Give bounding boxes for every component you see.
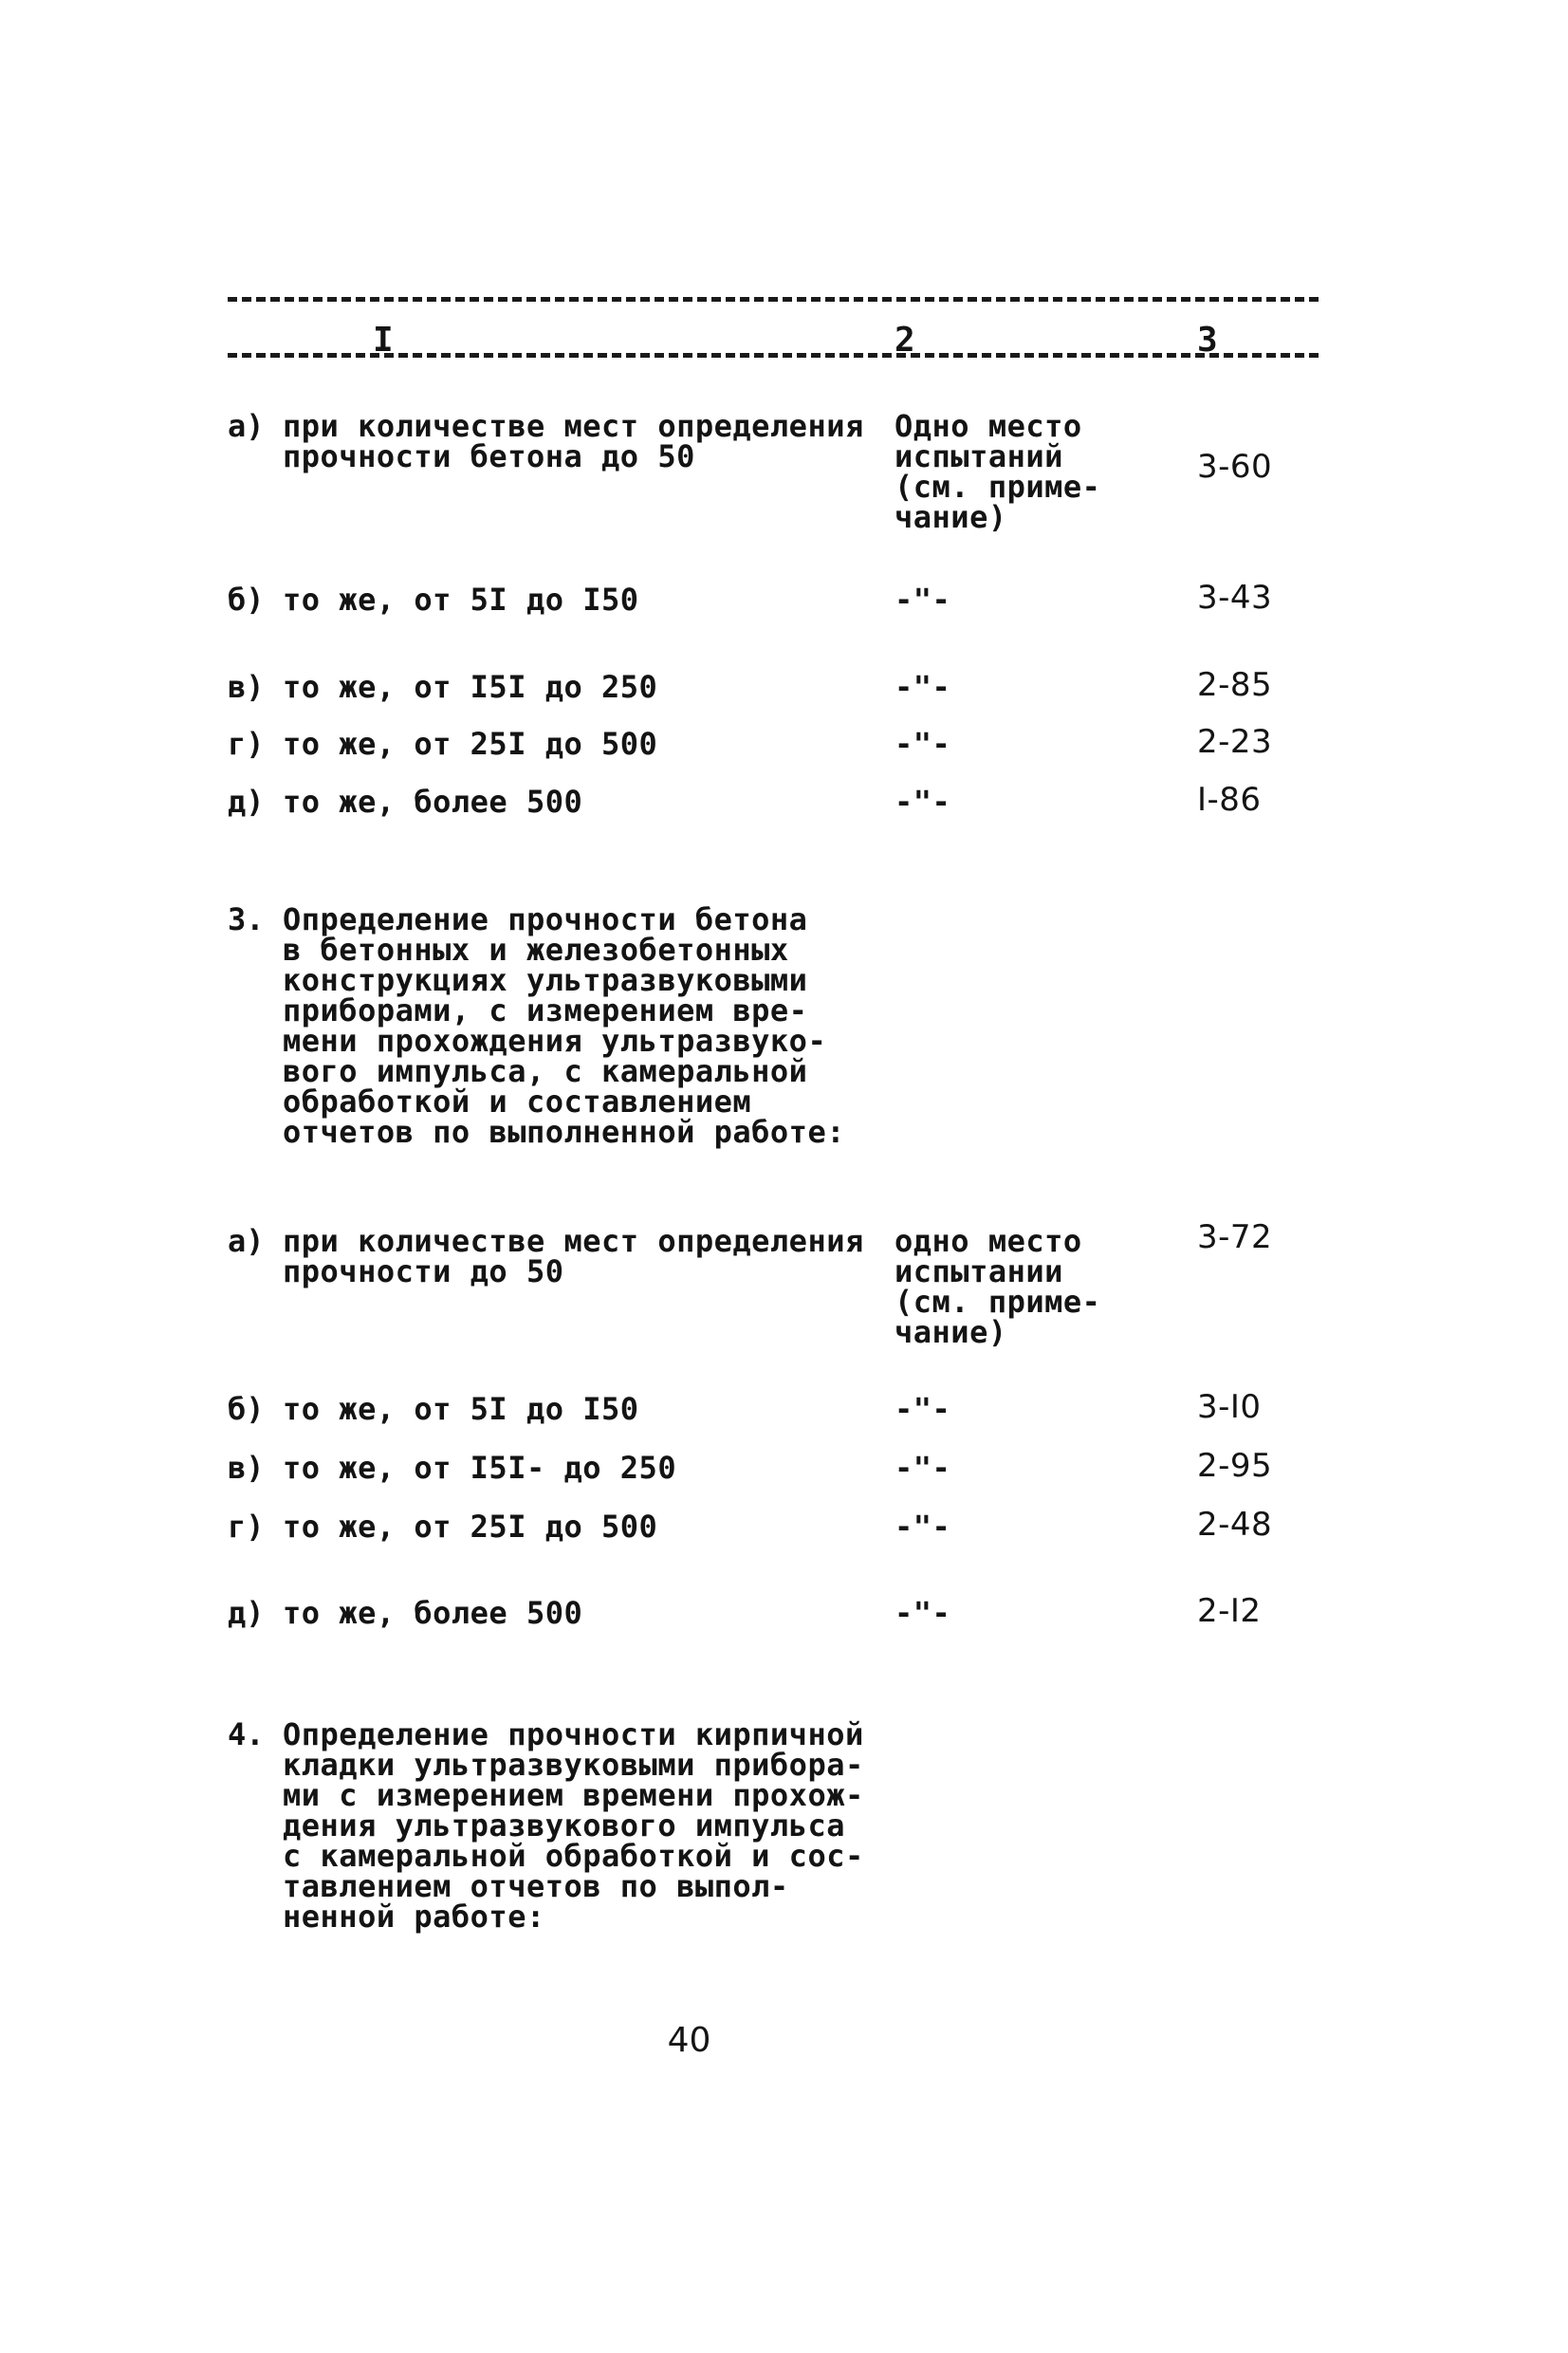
section-text: Определение прочности бетона в бетонных и железобетонных конструкциях ультразвуковыми приборами, с измерением вре- мени прохождения ультразвуко- вого импульса, с камеральной обработкой и составлением отчетов по выполненной работе: [283,901,845,1150]
row-marker: в) [228,1450,265,1486]
column-header-1: I [373,321,394,360]
row-description: при количестве мест определения прочности до 50 [283,1223,864,1289]
row-value: 2-23 [1197,723,1273,761]
row-unit: -"- [895,784,951,820]
row-unit: -"- [895,582,951,618]
row-marker: г) [228,726,265,762]
row-unit: -"- [895,1450,951,1486]
table-top-rule [228,297,1319,302]
row-marker: в) [228,669,265,705]
row-marker: а) [228,1223,265,1259]
row-description: то же, более 500 [283,784,583,820]
row-value: 3-I0 [1197,1388,1262,1426]
row-marker: г) [228,1509,265,1545]
row-unit: -"- [895,669,951,705]
row-value: 2-95 [1197,1447,1273,1485]
row-description: то же, более 500 [283,1595,583,1631]
row-value: 3-72 [1197,1218,1273,1256]
page-number: 40 [667,2021,711,2060]
table-header-rule [228,353,1319,358]
column-header-2: 2 [895,321,915,360]
row-description: то же, от 25I до 500 [283,1509,658,1545]
row-unit: одно место испытании (см. приме- чание) [895,1223,1101,1350]
row-unit: Одно место испытаний (см. приме- чание) [895,408,1101,535]
row-description: то же, от I5I до 250 [283,669,658,705]
row-value: 2-I2 [1197,1592,1262,1630]
row-value: I-86 [1197,781,1262,819]
row-value: 2-85 [1197,666,1273,704]
column-header-3: 3 [1197,321,1218,360]
row-marker: б) [228,582,265,618]
row-marker: а) [228,408,265,444]
row-description: при количестве мест определения прочности бетона до 50 [283,408,864,474]
row-unit: -"- [895,726,951,762]
row-marker: д) [228,1595,265,1631]
row-value: 3-43 [1197,579,1273,617]
row-marker: б) [228,1391,265,1427]
row-description: то же, от 25I до 500 [283,726,658,762]
row-value: 3-60 [1197,448,1273,486]
row-description: то же, от 5I до I50 [283,582,639,618]
row-value: 2-48 [1197,1506,1273,1544]
row-description: то же, от 5I до I50 [283,1391,639,1427]
section-text: Определение прочности кирпичной кладки ультразвуковыми прибора- ми с измерением времени прохож- дения ультразвукового импульса с камеральной обработкой и сос- тавлением отчетов по выпол- ненной работе: [283,1716,864,1935]
row-unit: -"- [895,1595,951,1631]
row-unit: -"- [895,1509,951,1545]
section-number: 4. [228,1716,265,1752]
row-marker: д) [228,784,265,820]
section-number: 3. [228,901,265,937]
row-description: то же, от I5I- до 250 [283,1450,677,1486]
row-unit: -"- [895,1391,951,1427]
